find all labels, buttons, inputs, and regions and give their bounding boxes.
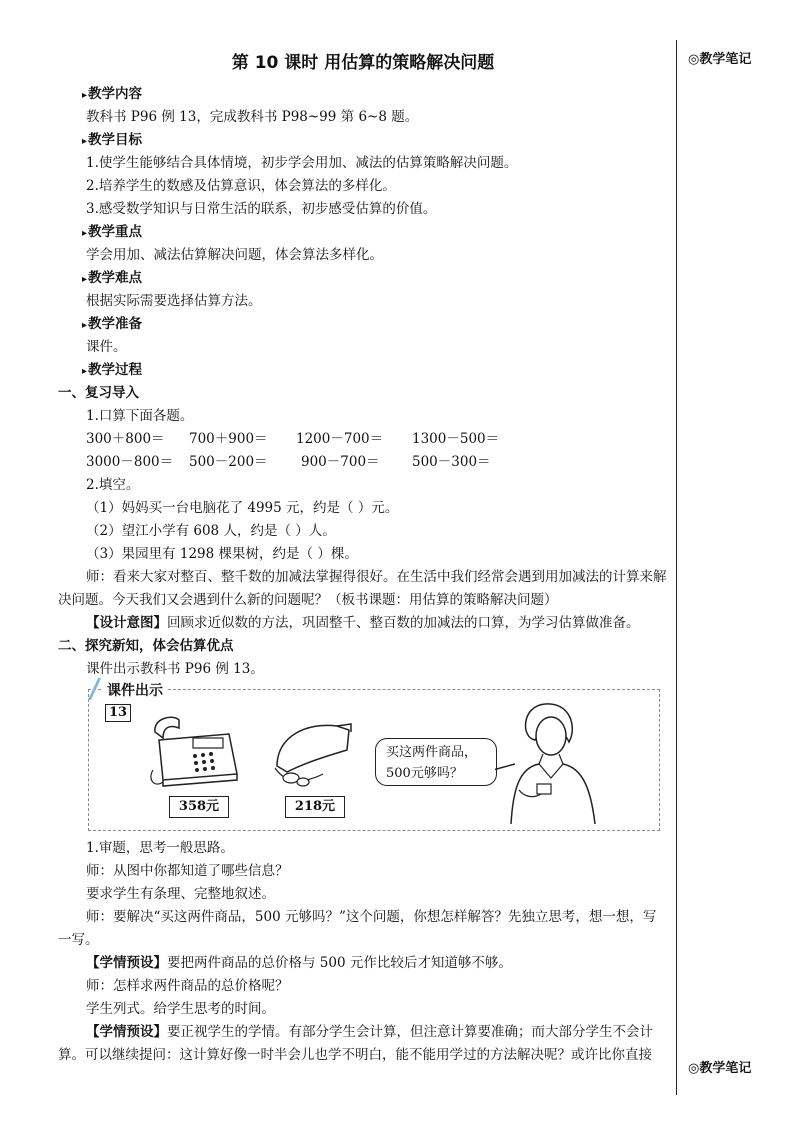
- learning-preset-1: [58, 952, 668, 975]
- goal-3: 3.感受数学知识与日常生活的联系，初步感受估算的价值。: [86, 201, 437, 217]
- section-head-content: ▸ 教学内容: [82, 83, 668, 106]
- iron-icon: [267, 716, 357, 792]
- oral-item: 1200－700＝: [296, 431, 384, 447]
- phone-price-tag: 358元: [169, 796, 229, 818]
- oral-item: 300＋800＝: [86, 431, 165, 447]
- teacher-q3: 师：怎样求两件商品的总价格呢？: [86, 978, 289, 994]
- bubble-line-2: 500元够吗？: [386, 766, 463, 781]
- oral-item: 900－700＝: [301, 454, 380, 470]
- design-text: 回顾求近似数的方法，巩固整千、整百数的加减法的口算，为学习估算做准备。: [167, 615, 640, 631]
- teacher-note: 要求学生有条理、完整地叙述。: [86, 886, 275, 902]
- section-head-goals: ▸ 教学目标: [82, 129, 668, 152]
- main-content: [58, 46, 668, 1067]
- fill-1: （1）妈妈买一台电脑花了 4995 元，约是（ ）元。: [86, 500, 399, 516]
- telephone-icon: [149, 710, 249, 790]
- bubble-line-1: 买这两件商品，: [386, 745, 478, 760]
- fill-title: 2.填空。: [86, 477, 140, 493]
- side-note-top: ◎教学笔记: [688, 52, 752, 67]
- section-head-key: ▸ 教学重点: [82, 221, 668, 244]
- difficulty-text: 根据实际需要选择估算方法。: [86, 293, 262, 309]
- preset-tag: 【学情预设】: [86, 1024, 167, 1040]
- section-head-difficulty: ▸ 教学难点: [82, 267, 668, 290]
- step-1: 1.审题，思考一般思路。: [86, 840, 234, 856]
- fill-2: （2）望江小学有 608 人，约是（ ）人。: [86, 523, 336, 539]
- oral-row-2: [86, 451, 668, 474]
- margin-divider: [676, 40, 677, 1095]
- oral-item: 3000－800＝: [86, 454, 174, 470]
- courseware-box: [88, 683, 660, 831]
- student-action: 学生列式。给学生思考的时间。: [86, 1001, 275, 1017]
- goal-1: 1.使学生能够结合具体情境，初步学会用加、减法的估算策略解决问题。: [86, 155, 518, 171]
- fill-3: （3）果园里有 1298 棵果树，约是（ ）棵。: [86, 546, 358, 562]
- courseware-label: 课件出示: [103, 680, 167, 700]
- preset-1-text: 要把两件商品的总价格与 500 元作比较后才知道够不够。: [167, 955, 512, 971]
- part2-heading: 二、探究新知，体会估算优点: [58, 638, 234, 654]
- oral-row-1: [86, 428, 668, 451]
- part2-intro: 课件出示教科书 P96 例 13。: [86, 661, 264, 677]
- part1-heading: 一、复习导入: [58, 385, 139, 401]
- learning-preset-2: [58, 1021, 668, 1067]
- speech-bubble: [375, 738, 497, 786]
- preset-tag: 【学情预设】: [86, 955, 167, 971]
- iron-price-tag: 218元: [285, 796, 345, 818]
- oral-title: 1.口算下面各题。: [86, 408, 194, 424]
- oral-item: 500－200＝: [189, 454, 268, 470]
- page-title: 第 10 课时 用估算的策略解决问题: [231, 53, 495, 73]
- design-intent: [58, 612, 668, 635]
- design-tag: 【设计意图】: [86, 615, 167, 631]
- teacher-text: 师：看来大家对整百、整千数的加减法掌握得很好。在生活中我们经常会遇到用加减法的计算来解决问题。今天我们又会遇到什么新的问题呢？（板书课题：用估算的策略解决问题）: [58, 569, 667, 608]
- oral-item: 500－300＝: [412, 454, 491, 470]
- oral-item: 700＋900＝: [189, 431, 268, 447]
- preset-2-text: 要正视学生的学情。有部分学生会计算，但注意计算要准确；而大部分学生不会计算。可以继续提问：这计算好像一时半会儿也学不明白，能不能用学过的方法解决呢？或许比你直接: [58, 1024, 653, 1063]
- oral-item: 1300－500＝: [412, 431, 500, 447]
- section-head-prep: ▸ 教学准备: [82, 313, 668, 336]
- example-number: 13: [105, 704, 131, 722]
- content-text: 教科书 P96 例 13，完成教科书 P98~99 第 6~8 题。: [86, 109, 419, 125]
- teacher-q1: 师：从图中你都知道了哪些信息？: [86, 863, 289, 879]
- teacher-figure-icon: [495, 698, 611, 826]
- prep-text: 课件。: [86, 339, 127, 355]
- goal-2: 2.培养学生的数感及估算意识，体会算法的多样化。: [86, 178, 396, 194]
- teacher-q2: 师：要解决“买这两件商品，500 元够吗？”这个问题，你想怎样解答？先独立思考，想一想，写一写。: [58, 909, 657, 948]
- section-head-process: ▸ 教学过程: [82, 359, 668, 382]
- key-text: 学会用加、减法估算解决问题，体会算法多样化。: [86, 247, 383, 263]
- side-note-bottom: ◎教学笔记: [688, 1061, 752, 1076]
